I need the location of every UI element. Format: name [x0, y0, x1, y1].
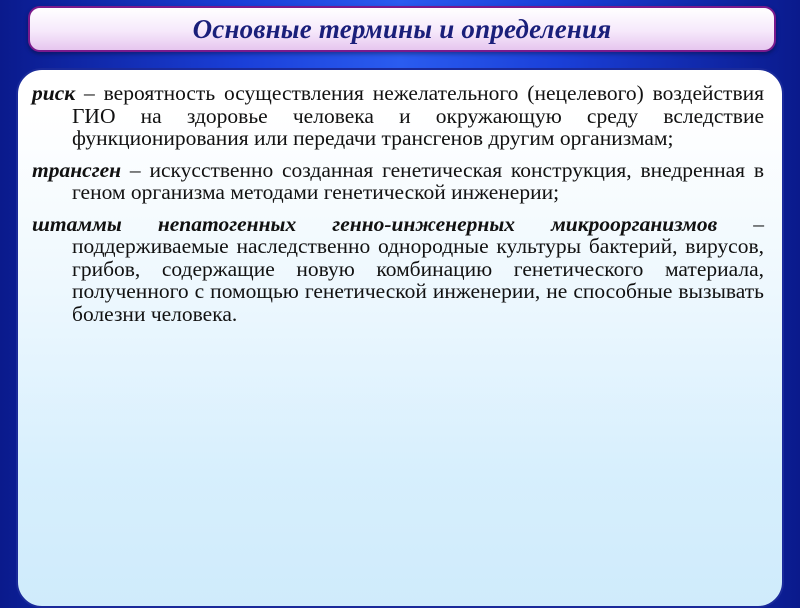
term-name: трансген: [32, 157, 122, 182]
term-definition: – поддерживаемые наследственно однородные культуры бактерий, вирусов, грибов, содержащие новую комбинацию генетического материала, полученного с помощью генетической инженерии, не способные вызывать болезни человека.: [72, 211, 764, 326]
term-name: риск: [32, 81, 76, 105]
term-definition: – искусственно созданная генетическая конструкция, внедренная в геном организма методами генетической инженерии;: [72, 157, 764, 204]
term-name: штаммы непатогенных генно-инженерных микроорганизмов: [32, 211, 718, 236]
content-panel: [16, 68, 784, 608]
title-banner: [28, 6, 776, 52]
slide-title: Основные термины и определения: [192, 13, 612, 44]
term-entry-risk: [32, 82, 764, 150]
term-definition: – вероятность осуществления нежелательного (нецелевого) воздействия ГИО на здоровье человека и окружающую среду вследствие функционирования или передачи трансгенов другим организмам;: [72, 81, 764, 150]
term-entry-strains: [32, 213, 764, 326]
term-entry-transgene: [32, 159, 764, 204]
